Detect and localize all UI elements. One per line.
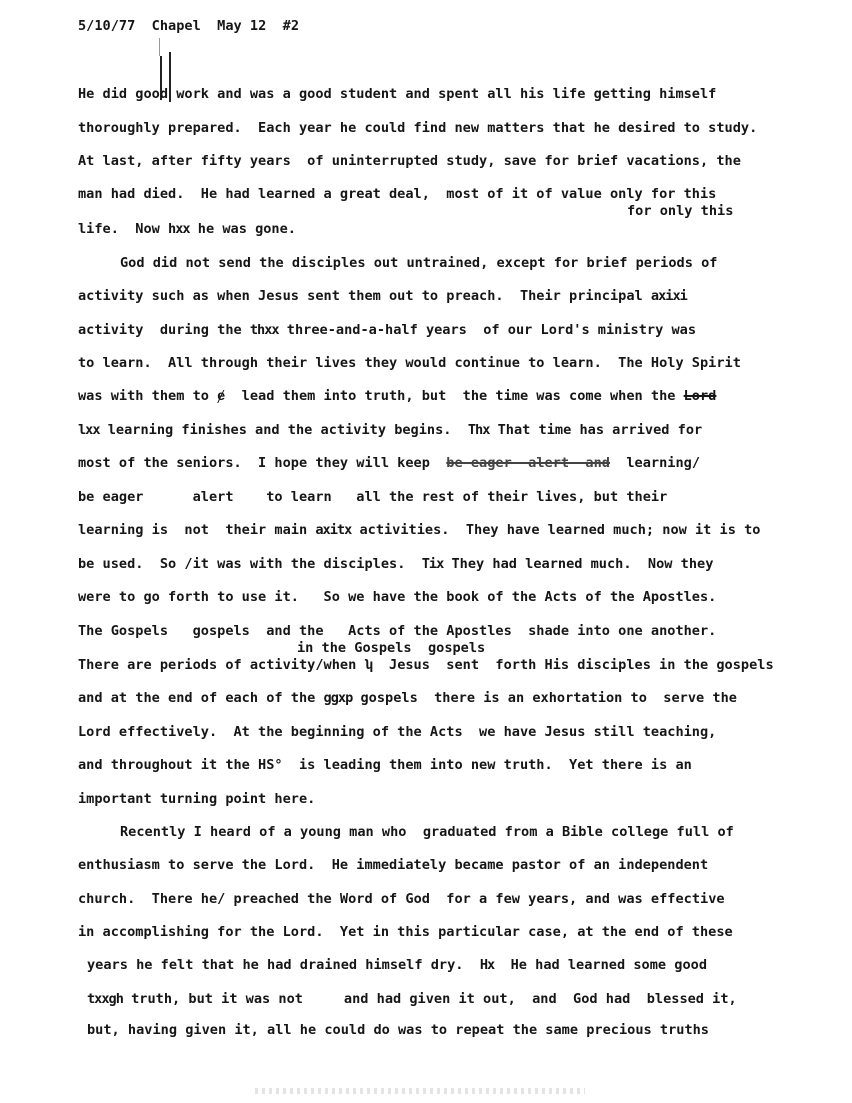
scan-smudge — [255, 1088, 585, 1094]
header-number: #2 — [282, 18, 300, 34]
text-line: church. There he/ preached the Word of God for a few years, and was effective — [78, 891, 725, 907]
strikeover: axixi — [650, 288, 687, 304]
strikeover: ɇ — [217, 388, 226, 404]
interlinear-insertion: for only this — [627, 203, 734, 219]
text-line: txxgh truth, but it was not and had given it out, and God had blessed it, — [87, 991, 737, 1007]
strikeover: Tix — [421, 556, 444, 572]
text-line: Recently I heard of a young man who graduated from a Bible college full of — [120, 824, 734, 840]
text-line: The Gospels gospels and the Acts of the Apostles shade into one another. — [78, 623, 717, 639]
strikeover: / — [184, 556, 193, 572]
text-line: activity during the thxx three-and-a-half years of our Lord's ministry was — [78, 322, 697, 338]
header-occasion-date: May 12 — [217, 18, 267, 34]
text-line: and at the end of each of the ggxp gospels there is an exhortation to serve the — [78, 690, 737, 706]
strikeover: ggxp — [323, 690, 353, 706]
strikeover: txxgh — [87, 991, 123, 1007]
text-line: important turning point here. — [78, 791, 316, 807]
strikeover: Thx — [467, 422, 490, 438]
header-line — [78, 18, 299, 34]
strikeover: Hx — [479, 957, 495, 973]
text-line: years he felt that he had drained himself dry. Hx He had learned some good — [87, 957, 708, 973]
text-line: be used. So /it was with the disciples. Tix They had learned much. Now they — [78, 556, 714, 572]
pencil-mark — [159, 38, 160, 56]
interlinear-insertion: in the Gospels gospels — [297, 640, 486, 656]
struck-phrase: be eager alert and — [446, 455, 610, 471]
strikeover: lxx — [78, 422, 100, 438]
text-line: He did good work and was a good student and spent all his life getting himself — [78, 86, 717, 102]
text-line: man had died. He had learned a great deal, most of it of value only for this — [78, 186, 717, 202]
text-line: Lord effectively. At the beginning of the Acts we have Jesus still teaching, — [78, 724, 717, 740]
text-line: were to go forth to use it. So we have the book of the Acts of the Apostles. — [78, 589, 717, 605]
strikeover: hxx — [168, 221, 190, 237]
strikeover: thxx — [249, 322, 279, 338]
text-line: in accomplishing for the Lord. Yet in this particular case, at the end of these — [78, 924, 733, 940]
text-line: God did not send the disciples out untrained, except for brief periods of — [120, 255, 718, 271]
header-title: Chapel — [151, 18, 201, 34]
text-line: enthusiasm to serve the Lord. He immediately became pastor of an independent — [78, 857, 709, 873]
text-line: There are periods of activity/when ʮ Jesus sent forth His disciples in the gospels — [78, 657, 774, 673]
text-line: thoroughly prepared. Each year he could find new matters that he desired to study. — [78, 120, 758, 136]
text-line: but, having given it, all he could do was to repeat the same precious truths — [87, 1022, 709, 1038]
strikeover: ʮ — [364, 657, 373, 673]
struck-word: Lord — [683, 388, 717, 404]
text-line: be eager alert to learn all the rest of their lives, but their — [78, 489, 668, 505]
text-line: learning is not their main axitx activities. They have learned much; now it is to — [78, 522, 761, 538]
text-line: and throughout it the HS° is leading them into new truth. Yet there is an — [78, 757, 692, 773]
text-line: activity such as when Jesus sent them out to preach. Their principal axixi — [78, 288, 687, 304]
text-line: was with them to ɇ lead them into truth, but the time was come when the Lord — [78, 388, 717, 404]
strikeover: axitx — [315, 522, 352, 538]
header-date: 5/10/77 — [78, 18, 136, 34]
text-line: At last, after fifty years of uninterrupted study, save for brief vacations, the — [78, 153, 741, 169]
text-line: life. Now hxx he was gone. — [78, 221, 296, 237]
text-line: to learn. All through their lives they would continue to learn. The Holy Spirit — [78, 355, 741, 371]
text-line: most of the seniors. I hope they will keep be eager alert and learning/ — [78, 455, 701, 471]
strikeover: / — [217, 891, 226, 907]
text-line: lxx learning finishes and the activity begins. Thx That time has arrived for — [78, 422, 703, 438]
